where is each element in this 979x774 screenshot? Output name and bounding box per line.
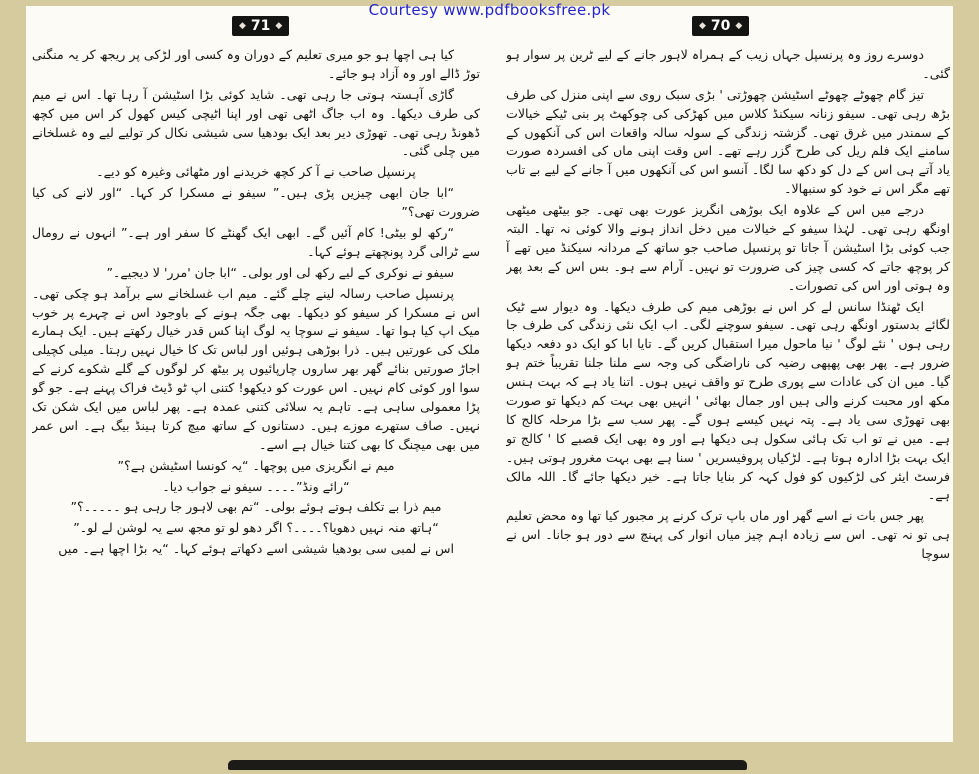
text-paragraph: کیا ہی اچھا ہو جو میری تعلیم کے دوران وہ کسی اور لڑکی پر ریجھ کر یہ منگنی توڑ ڈالے اور وہ آزاد ہو جائے۔ [32, 47, 480, 81]
page-71-text-column [32, 46, 480, 734]
text-paragraph: “ابا جان ابھی چیزیں پڑی ہیں۔” سیفو نے مسکرا کر کہا۔ “اور لانے کی کیا ضرورت تھی؟” [32, 185, 480, 220]
ornament-icon: ◆ [735, 20, 743, 31]
text-paragraph: میم نے انگریزی میں پوچھا۔ “یہ کونسا اسٹیشن ہے؟” [117, 457, 395, 473]
book-spine-shadow [228, 760, 747, 770]
text-paragraph: میم ذرا بے تکلف ہوتے ہوئے بولی۔ “تم بھی لاہور جا رہی ہو ۔۔۔۔۔؟” [70, 499, 442, 515]
text-paragraph: دوسرے روز وہ پرنسپل جہاں زیب کے ہمراہ لاہور جانے کے لیے ٹرین پر سوار ہو گئی۔ [506, 47, 950, 81]
text-paragraph: “رائے ونڈ”۔۔۔۔ سیفو نے جواب دیا۔ [162, 478, 350, 494]
ornament-icon: ◆ [239, 20, 246, 31]
text-paragraph: گاڑی آہستہ ہوتی جا رہی تھی۔ شاید کوئی بڑا اسٹیشن آ رہا تھا۔ اس نے میم کی طرف دیکھا۔ وہ اب جاگ اٹھی تھی اور اپنا اٹیچی کیس کھول کر اس میں کچھ ڈھونڈ رہی تھی۔ تھوڑی دیر بعد ایک بودھیا سی شیشی نکال کر تولیے لیے وہ غسلخانے میں چلی گئی۔ [32, 86, 480, 159]
text-paragraph: پرنسپل صاحب رسالہ لینے چلے گئے۔ میم اب غسلخانے سے برآمد ہو چکی تھی۔ اس نے مسکرا کر سیفو کو دیکھا۔ بھی جگہ ہونے کے باوجود اس نے چہرے پر خوب میک اپ کیا ہوا تھا۔ سیفو نے سوچا یہ لوگ اپنا کس قدر خیال رکھتے ہیں۔ ایک ہمارے ملک کی عورتیں ہیں۔ ذرا بوڑھی ہوئیں اور لباس تک کا خیال نہیں رہتا۔ میلی کچیلی اجاڑ صورتیں بنائے گھر بھر ساروں چارپائیوں پر بیٹھ کر لوگوں کے گلے شکوے کرنے کے سوا اور کوئی کام نہیں۔ اس عورت کو دیکھو! کتنی اپ ٹو ڈیٹ فراک پہنے ہے۔ جو گو پڑا معمولی ساہی ہے۔ تاہم یہ سلائی کتنی عمدہ ہے۔ پھر لباس میں ایک شکن تک نہیں۔ صاف ستھرے موزے ہیں۔ دستانوں کے ساتھ میچ کرتا ہینڈ بیگ ہے۔ اس عمر میں بھی میچنگ کا بھی کتنا خیال ہے اسے۔ [32, 285, 480, 452]
text-paragraph: سیفو نے نوکری کے لیے رکھ لی اور بولی۔ “ابا جان 'مرر' لا دیجیے۔” [106, 264, 454, 280]
ornament-icon: ◆ [699, 20, 706, 31]
page-number-badge-70 [692, 16, 749, 36]
page-number-left: 71 [250, 18, 271, 34]
text-paragraph: “رکھ لو بیٹی! کام آئیں گے۔ ابھی ایک گھنٹے کا سفر اور ہے۔” انہوں نے رومال سے ٹرالی گرد پونچھتے ہوئے کہا۔ [32, 225, 480, 259]
text-paragraph: اس نے لمبی سی بودھیا شیشی اسے دکھاتے ہوئے کہا۔ “یہ بڑا اچھا ہے۔ میں [58, 541, 454, 557]
text-paragraph: “ہاتھ منہ نہیں دھویا؟۔۔۔۔؟ اگر دھو لو تو مجھ سے یہ لوشن لے لو۔” [73, 520, 439, 536]
text-paragraph: پھر جس بات نے اسے گھر اور ماں باپ ترک کرنے پر مجبور کیا تھا وہ محض تعلیم ہی تو نہ تھی۔ اس سے زیادہ اہم چیز میاں انوار کی پہنچ سے دور ہو جانا۔ اس نے سوچا [506, 508, 950, 562]
text-paragraph: درجے میں اس کے علاوہ ایک بوڑھی انگریز عورت بھی تھی۔ جو بیٹھی میٹھی اونگھ رہی تھی۔ لہٰذا سیفو کے خیالات میں دخل انداز ہونے والا کوئی نہ تھا۔ البتہ جب کوئی بڑا اسٹیشن آ جاتا تو پرنسپل صاحب جو ساتھ کے مردانہ سیکنڈ میں تھے آ کر پوچھ جاتے کہ کسی چیز کی ضرورت تو نہیں۔ آرام سے ہو۔ بس اس کے بعد پھر وہ ہوتی اور اس کی تصورات۔ [506, 202, 950, 293]
page-number-badge-71 [232, 16, 289, 36]
page-number-right: 70 [710, 18, 731, 34]
text-paragraph: ایک ٹھنڈا سانس لے کر اس نے بوڑھی میم کی طرف دیکھا۔ وہ دیوار سے ٹیک لگائے بدستور اونگھ رہی تھی۔ سیفو سوچنے لگی۔ اب ایک نئی زندگی کی طرف جا رہی ہوں ' نئے لوگ ' نیا ماحول میرا استقبال کریں گے۔ تایا ابا کو ایک دو دفعہ دیکھا ضرور ہے۔ پھر بھی پھپھی رضیہ کی ناراضگی کی وجہ سے ملنا جلنا تقریباً ختم ہو گیا۔ میں ان کی عادات سے پوری طرح تو واقف نہیں ہوں۔ اتنا یاد ہے کہ بہت ہنس مکھ اور محبت کرنے والی ہیں اور جمال بھائی ' انہیں بھی بہت کم دیکھا تو صورت بھی تھوڑی سی یاد ہے۔ پتہ نہیں کیسے ہوں گے۔ پھر سب سے بڑا مرحلہ کالج کا ہے۔ میں نے تو اب تک ہائی سکول ہی دیکھا ہے اور وہ بھی ایک قصبے کا ' کالج تو ایک بہت بڑا ادارہ ہوتا ہے۔ لڑکیاں پروفیسریں ' سنا ہے بھی بہت مغرور ہوتی ہیں۔ فرسٹ ایئر کی لڑکیوں کو فول کہہ کر بنایا جاتا ہے۔ خیر دیکھا جائے گا۔ اللہ مالک ہے۔ [506, 298, 950, 503]
text-paragraph: تیز گام چھوٹے چھوٹے اسٹیشن چھوڑتی ' بڑی سبک روی سے اپنی منزل کی طرف بڑھ رہی تھی۔ سیفو زنانہ سیکنڈ کلاس میں کھڑکی کی چوکھٹ پر بنی ٹیکے خیالات کے سمندر میں غرق تھی۔ گزشتہ زندگی کے سولہ سالہ واقعات اس کی آنکھوں کے سامنے ایک فلم ریل کی طرح گزر رہے تھے۔ اس وقت اپنی ماں کی افسردہ صورت یاد آتے ہی اس کے دل کو دکھ سا لگا۔ آنسو اس کی آنکھوں میں آ جانے کے لیے بے تاب تھے مگر اس نے خود کو سنبھالا۔ [506, 86, 950, 197]
courtesy-link[interactable]: Courtesy www.pdfbooksfree.pk [368, 1, 611, 19]
page-70-text-column [506, 46, 950, 734]
text-paragraph: پرنسپل صاحب نے آ کر کچھ خریدنے اور مٹھائی وغیرہ کو دیے۔ [96, 164, 416, 180]
ornament-icon: ◆ [275, 20, 283, 31]
